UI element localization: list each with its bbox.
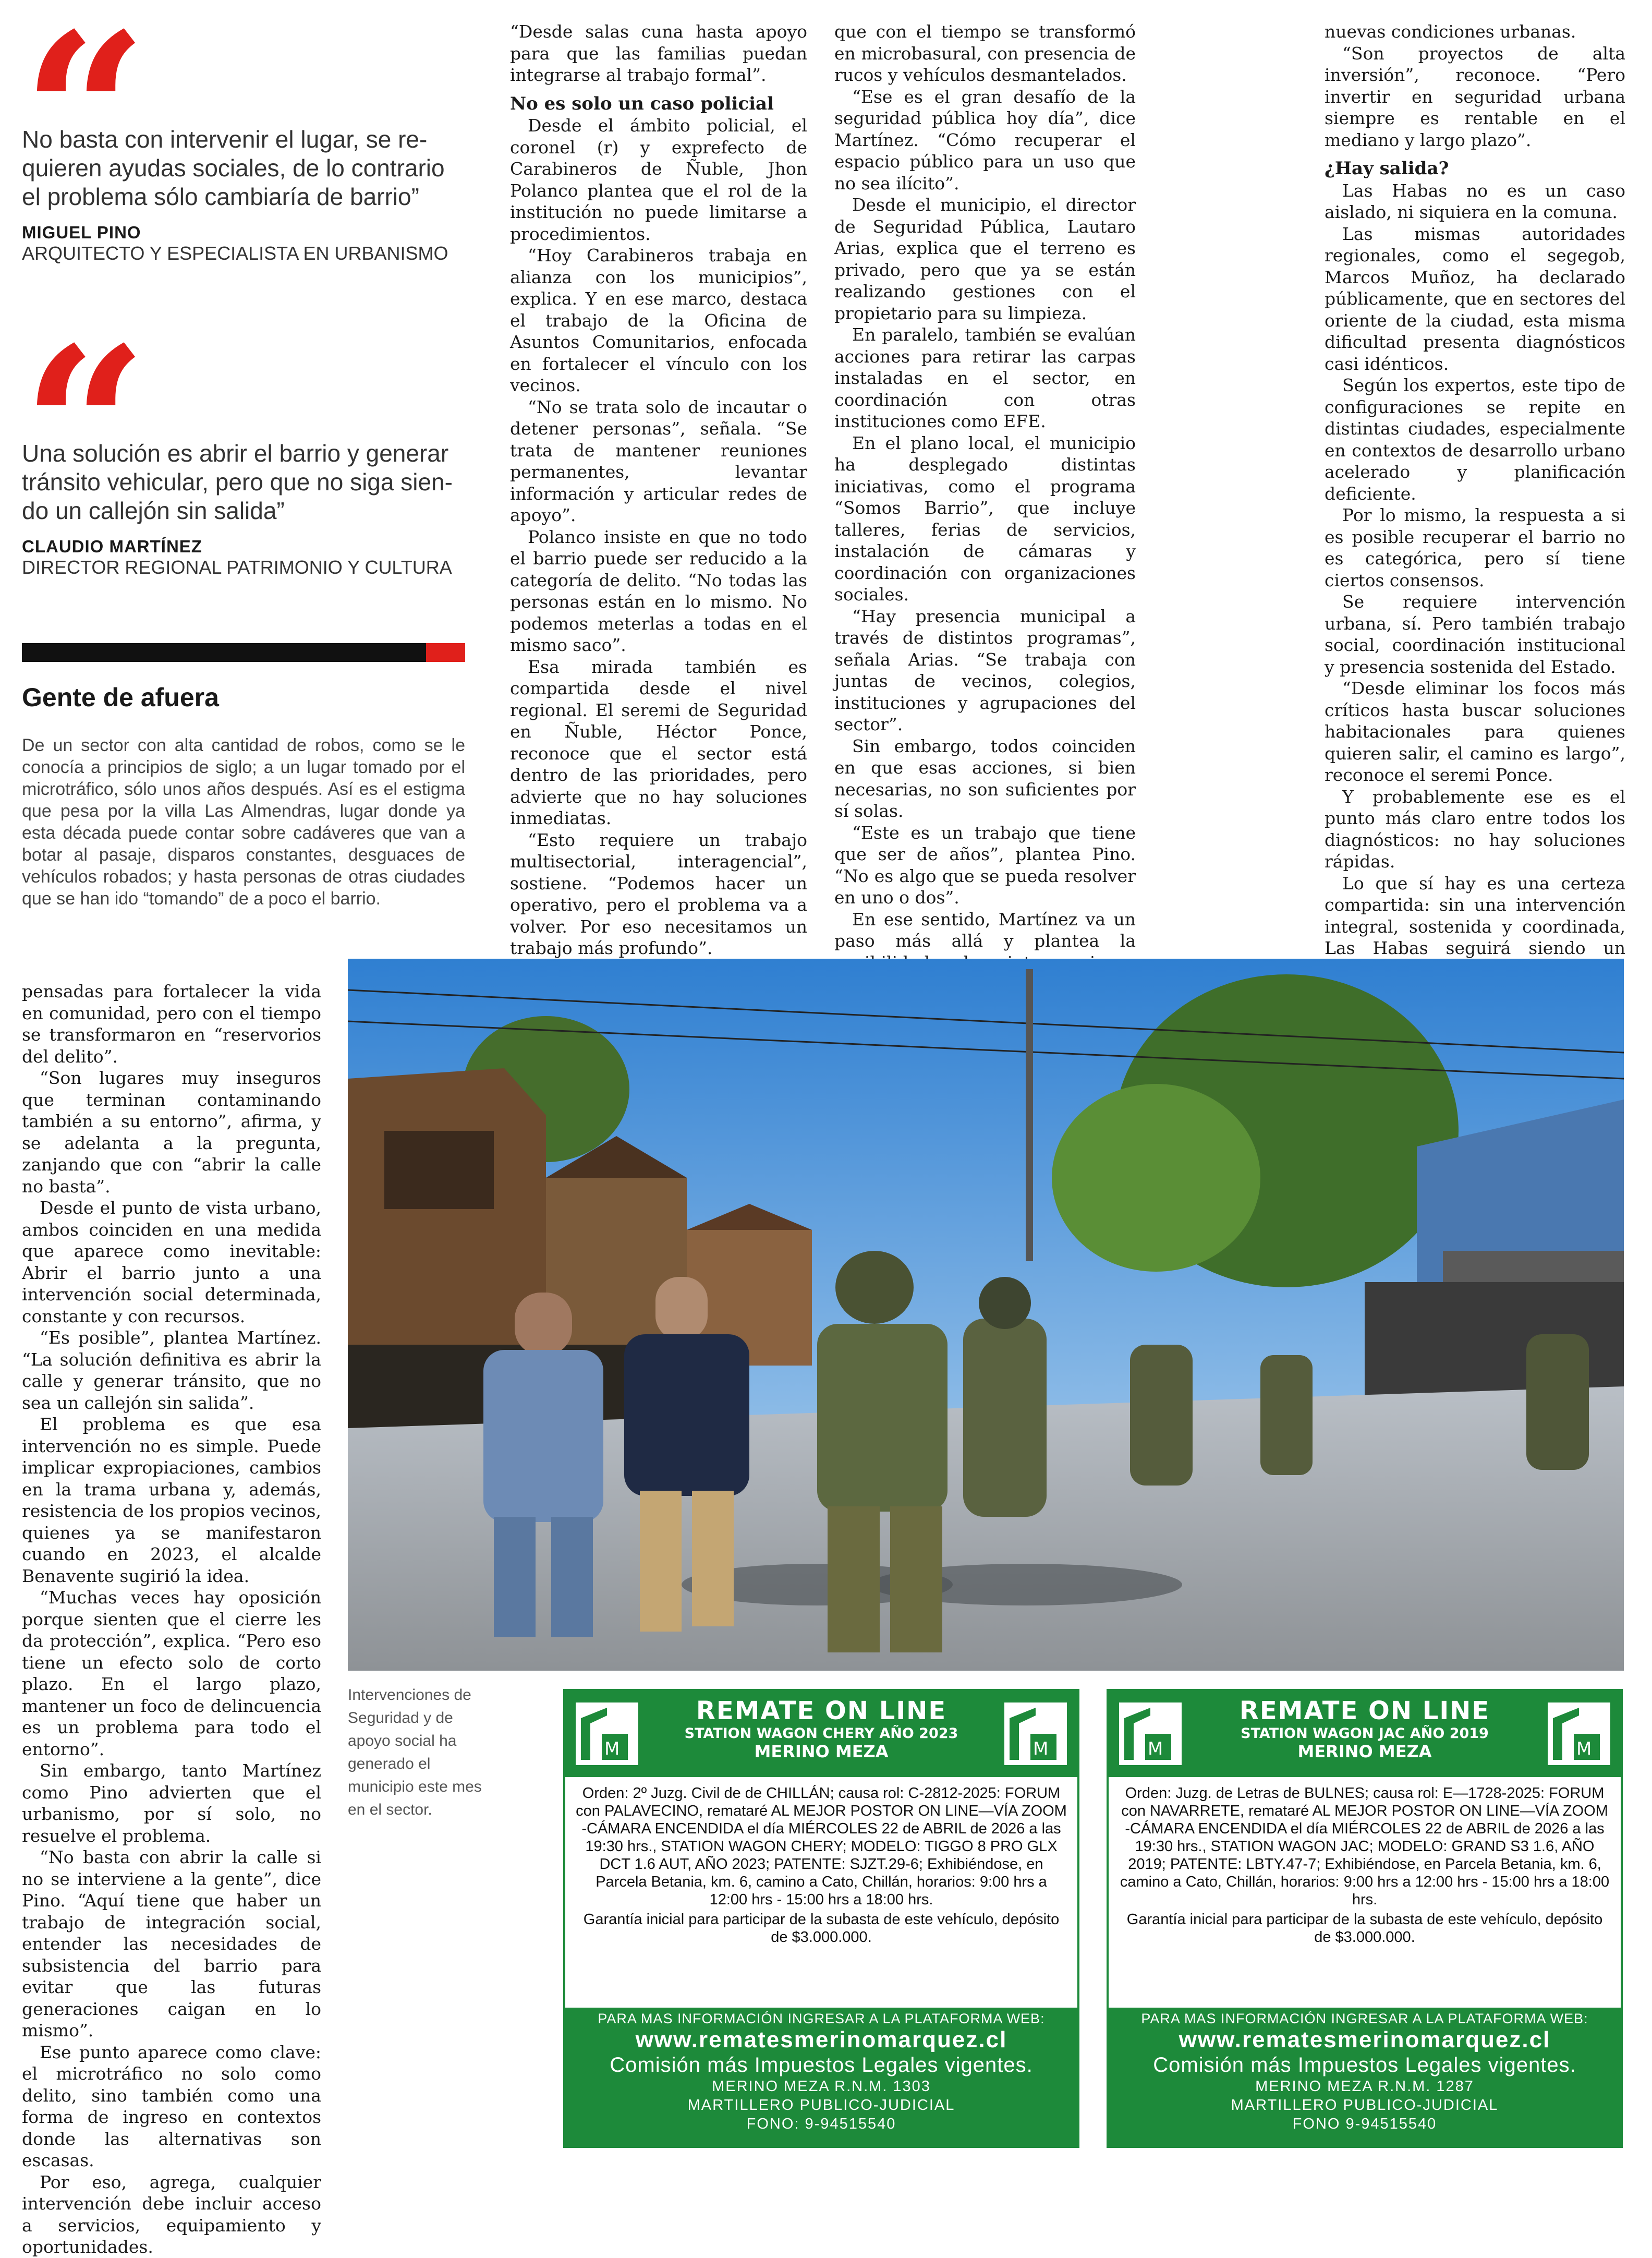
paragraph: Lo que sí hay es una certeza compartida: sin una intervención integral, sostenida y coordinada, Las Habas seguirá siendo un (1325, 873, 1625, 958)
paragraph: Desde el municipio, el director de Seguridad Pública, Lautaro Arias, explica que el terreno es privado, pero que ya se están realizando gestiones con el propietario para su limpieza. (834, 195, 1136, 323)
ad-guarantee: Garantía inicial para participar de la subasta de este vehículo, depósito de $3.000.000. (1126, 1911, 1603, 1946)
paragraph: “No basta con abrir la calle si no se interviene a la gente”, dice Pino. “Aquí tiene que haber un trabajo de integración social, entender las necesidades de subsistencia del barrio para evitar que las futuras generaciones caigan en lo mismo”. (22, 1847, 321, 2040)
article-column-2 (510, 21, 807, 1024)
svg-text:M: M (604, 1738, 620, 1759)
paragraph: “Son lugares muy inseguros que terminan contaminando también a su entorno”, afirma, y se adelanta a la pregunta, zanjando que con “abrir la calle no basta”. (22, 1068, 321, 1197)
mm-logo-icon (1119, 1702, 1182, 1765)
sidebar-rule (22, 643, 426, 662)
ad-rnm: MERINO MEZA R.N.M. 1287 (1255, 2078, 1474, 2095)
paragraph: En el plano local, el municipio ha desplegado distintas iniciativas, como el programa “Somos Barrio”, que incluye talleres, ferias de servicios, instalación de cámaras y coordinación con organizaciones sociales. (834, 432, 1136, 605)
paragraph: Sin embargo, tanto Martínez como Pino advierten que el urbanismo, por sí solo, no resuelve el problema. (22, 1760, 321, 1846)
ad-info: PARA MAS INFORMACIÓN INGRESAR A LA PLATAFORMA WEB: (1141, 2011, 1588, 2026)
ad-title: REMATE ON LINE (696, 1696, 947, 1725)
ad-header (1109, 1691, 1621, 1777)
pull-quote-2 (22, 319, 465, 578)
paragraph: Esa mirada también es compartida desde el nivel regional. El seremi de Seguridad en Ñuble, Héctor Ponce, reconoce que el sector está dentro de las prioridades, pero advierte que no hay soluciones inmediatas. (510, 656, 807, 828)
article-photo (348, 959, 1624, 1671)
paragraph: “Ese es el gran desafío de la seguridad pública hoy día”, dice Martínez. “Cómo recuperar el espacio público para un uso que no sea ilícito”. (834, 86, 1136, 194)
ad-martillero: MARTILLERO PUBLICO-JUDICIAL (1231, 2097, 1499, 2114)
quote-author-role: ARQUITECTO Y ESPECIALISTA EN URBANISMO (22, 243, 448, 264)
article-column-1 (22, 981, 321, 2258)
paragraph: Por eso, agrega, cualquier intervención debe incluir acceso a servicios, equipamiento y oportunidades. (22, 2171, 321, 2257)
ad-commission: Comisión más Impuestos Legales vigentes. (610, 2054, 1033, 2076)
paragraph: En ese sentido, Martínez va un paso más allá y plantea la (834, 909, 1136, 951)
quote-text: No basta con intervenir el lugar, se re-quieren ayudas sociales, de lo contrario el problema sólo cambiaría de barrio” (22, 126, 445, 210)
paragraph: En paralelo, también se evalúan acciones para retirar las carpas instaladas en el sector, en coordinación con otras instituciones como EFE. (834, 324, 1136, 431)
paragraph: El problema es que esa intervención no es simple. Puede implicar expropiaciones, cambios en la trama urbana y, además, resistencia de los propios vecinos, quienes ya se manifestaron cuando en 2023, el alcalde Benavente sugirió la idea. (22, 1414, 321, 1586)
sidebar-title: Gente de afuera (22, 683, 219, 712)
paragraph: “Muchas veces hay oposición porque sienten que el cierre les da protección”, explica. “Pero eso tiene un efecto solo de corto plazo. En el largo plazo, mantener un foco de delincuencia es un problema para todo el entorno”. (22, 1587, 321, 1759)
mm-logo-icon (1548, 1702, 1610, 1765)
sidebar-rule-accent (426, 643, 465, 662)
quote-author-name: CLAUDIO MARTÍNEZ (22, 537, 202, 556)
paragraph: “Desde eliminar los focos más críticos hasta buscar soluciones habitacionales para quienes quieren salir, el camino es largo”, reconoce el seremi Ponce. (1325, 678, 1625, 785)
paragraph: “No se trata solo de incautar o detener personas”, señala. “Se trata de mantener reuniones permanentes, levantar información y articular redes de apoyo”. (510, 396, 807, 525)
paragraph: “Este es un trabajo que tiene que ser de años”, plantea Pino. “No es algo que se pueda resolver en uno o dos”. (834, 822, 1136, 908)
svg-text:M: M (1576, 1738, 1592, 1759)
section-heading: ¿Hay salida? (1325, 158, 1449, 179)
paragraph: Desde el ámbito policial, el coronel (r) y exprefecto de Carabineros de Ñuble, Jhon Polanco plantea que el rol de la institución no puede limitarse a procedimientos. (510, 115, 807, 244)
ad-guarantee: Garantía inicial para participar de la subasta de este vehículo, depósito de $3.000.000. (583, 1911, 1060, 1946)
paragraph: “Es posible”, plantea Martínez. “La solución definitiva es abrir la calle y generar tránsito, que no sea un callejón sin salida”. (22, 1327, 321, 1413)
paragraph: Y probablemente ese es el punto más claro entre todos los diagnósticos: no hay soluciones rápidas. (1325, 786, 1625, 872)
paragraph: Se requiere intervención urbana, sí. Pero también trabajo social, coordinación institucional y presencia sostenida del Estado. (1325, 591, 1625, 677)
quote-mark-icon (22, 319, 465, 418)
ad-rnm: MERINO MEZA R.N.M. 1303 (712, 2078, 931, 2095)
sidebar-text: De un sector con alta cantidad de robos, como se le conocía a principios de siglo; a un lugar tomado por el microtráfico, sólo unos años después. Así es el estigma que pesa por la villa Las Almendras, lugar donde ya esta década puede contar sobre cadáveres que van a botar al pasaje, disparos constantes, desguaces de vehículos robados; y hasta personas de otras ciudades que se han ido “tomando” de a poco el barrio. (22, 735, 465, 909)
mm-logo-icon (1004, 1702, 1067, 1765)
paragraph: “Son proyectos de alta inversión”, reconoce. “Pero invertir en seguridad urbana siempre es rentable en el mediano y largo plazo”. (1325, 43, 1625, 150)
ad-website-link[interactable]: www.rematesmerinomarquez.cl (1179, 2027, 1551, 2052)
paragraph: “Hay presencia municipal a través de distintos programas”, señala Arias. “Se trabaja con juntas de vecinos, colegios, instituciones y agrupaciones del sector”. (834, 606, 1136, 734)
ad-info: PARA MAS INFORMACIÓN INGRESAR A LA PLATAFORMA WEB: (598, 2011, 1045, 2026)
paragraph: Según los expertos, este tipo de configuraciones se repite en distintas ciudades, especialmente en contextos de desarrollo urbano acelerado y planificación deficiente. (1325, 375, 1625, 504)
paragraph: “Hoy Carabineros trabaja en alianza con los municipios”, explica. Y en ese marco, destaca el trabajo de la Oficina de Asuntos Comunitarios, enfocada en fortalecer el vínculo con los vecinos. (510, 245, 807, 395)
quote-author-role: DIRECTOR REGIONAL PATRIMONIO Y CULTURA (22, 557, 452, 578)
ad-header (565, 1691, 1077, 1777)
ad-body: Orden: Juzg. de Letras de BULNES; causa rol: E—1728-2025: FORUM con NAVARRETE, remataré AL MEJOR POSTOR ON LINE—VÍA ZOOM -CÁMARA ENCENDIDA el día MIÉRCOLES 22 de ABRIL de 2026 a las 19:30 hrs., STATION WAGON JAC; MODELO: GRAND S3 1.6, AÑO 2019; PATENTE: LBTY.47-7; Exhibiéndose, en Parcela Betania, km. 6, camino a Cato, Chillán, horarios: 9:00 hrs a 12:00 hrs - 15:00 hrs a 18:00 hrs. (1120, 1785, 1610, 1908)
article-column-3 (834, 21, 1136, 1060)
paragraph: Por lo mismo, la respuesta a si es posible recuperar el barrio no es categórica, pero sí tiene ciertos consensos. (1325, 505, 1625, 590)
paragraph: Las Habas no es un caso aislado, ni siquiera en la comuna. (1325, 180, 1625, 222)
paragraph: “Esto requiere un trabajo multisectorial, interagencial”, sostiene. “Podemos hacer un operativo, pero el problema va a volver. Por eso necesitamos un trabajo más profundo”. (510, 829, 807, 958)
ad-brand: MERINO MEZA (754, 1742, 889, 1761)
ad-brand: MERINO MEZA (1297, 1742, 1432, 1761)
paragraph: que con el tiempo se transformó en microbasural, con presencia de rucos y vehículos desmantelados. (834, 21, 1136, 85)
paragraph: nuevas condiciones urbanas. (1325, 21, 1576, 42)
ad-phone: FONO: 9-94515540 (746, 2116, 896, 2132)
ad-website-link[interactable]: www.rematesmerinomarquez.cl (635, 2027, 1007, 2052)
section-heading: No es solo un caso policial (510, 93, 774, 114)
ad-phone: FONO 9-94515540 (1292, 2116, 1437, 2132)
ad-footer (565, 2008, 1077, 2146)
paragraph: Ese punto aparece como clave: el microtráfico no solo como delito, sino también como una forma de ingreso en contextos donde las alternativas son escasas. (22, 2042, 321, 2170)
ad-subtitle: STATION WAGON JAC AÑO 2019 (1241, 1725, 1489, 1742)
paragraph: pensadas para fortalecer la vida en comunidad, pero con el tiempo se transformaron en “reservorios del delito”. (22, 981, 321, 1067)
quote-mark-icon (22, 5, 465, 104)
photo-caption: Intervenciones de Seguridad y de apoyo social ha generado el municipio este mes en el sector. (348, 1686, 482, 1818)
paragraph: Polanco insiste en que no todo el barrio puede ser reducido a la categoría de delito. “No todas las personas están en lo mismo. No podemos meterlas a todas en el mismo saco”. (510, 526, 807, 655)
svg-text:M: M (1148, 1738, 1163, 1759)
paragraph: Las mismas autoridades regionales, como el segegob, Marcos Muñoz, ha declarado públicamente, que en sectores del oriente de la ciudad, esta misma dificultad presenta diagnósticos casi idénticos. (1325, 223, 1625, 374)
quote-text: Una solución es abrir el barrio y generar tránsito vehicular, pero que no siga sien-do un callejón sin salida” (22, 440, 453, 524)
article-column-4 (1325, 21, 1625, 981)
pull-quote-1 (22, 5, 465, 264)
auction-ad-2 (1107, 1689, 1623, 2148)
ad-footer (1109, 2008, 1621, 2146)
auction-ad-1 (563, 1689, 1079, 2148)
mm-logo-icon (576, 1702, 638, 1765)
paragraph: “Desde salas cuna hasta apoyo para que las familias puedan integrarse al trabajo formal”. (510, 21, 807, 85)
ad-commission: Comisión más Impuestos Legales vigentes. (1153, 2054, 1576, 2076)
ad-title: REMATE ON LINE (1239, 1696, 1490, 1725)
svg-text:M: M (1033, 1738, 1049, 1759)
paragraph: Desde el punto de vista urbano, ambos coinciden en una medida que aparece como inevitable: Abrir el barrio junto a una intervención social determinada, constante y con recursos. (22, 1198, 321, 1326)
paragraph: Sin embargo, todos coinciden en que esas acciones, si bien necesarias, no son suficientes por sí solas. (834, 735, 1136, 821)
ad-subtitle: STATION WAGON CHERY AÑO 2023 (684, 1725, 958, 1742)
quote-author-name: MIGUEL PINO (22, 223, 141, 242)
ad-body: Orden: 2º Juzg. Civil de de CHILLÁN; causa rol: C-2812-2025: FORUM con PALAVECINO, remataré AL MEJOR POSTOR ON LINE—VÍA ZOOM -CÁMARA ENCENDIDA el día MIÉRCOLES 22 de ABRIL de 2026 a las 19:30 hrs., STATION WAGON CHERY; MODELO: TIGGO 8 PRO GLX DCT 1.6 AUT, AÑO 2023; PATENTE: SJZT.29-6; Exhibiéndose, en Parcela Betania, km. 6, camino a Cato, Chillán, horarios: 9:00 hrs a 12:00 hrs - 15:00 hrs a 18:00 hrs. (576, 1785, 1067, 1908)
ad-martillero: MARTILLERO PUBLICO-JUDICIAL (687, 2097, 955, 2114)
street-scene-illustration (348, 959, 1624, 1671)
